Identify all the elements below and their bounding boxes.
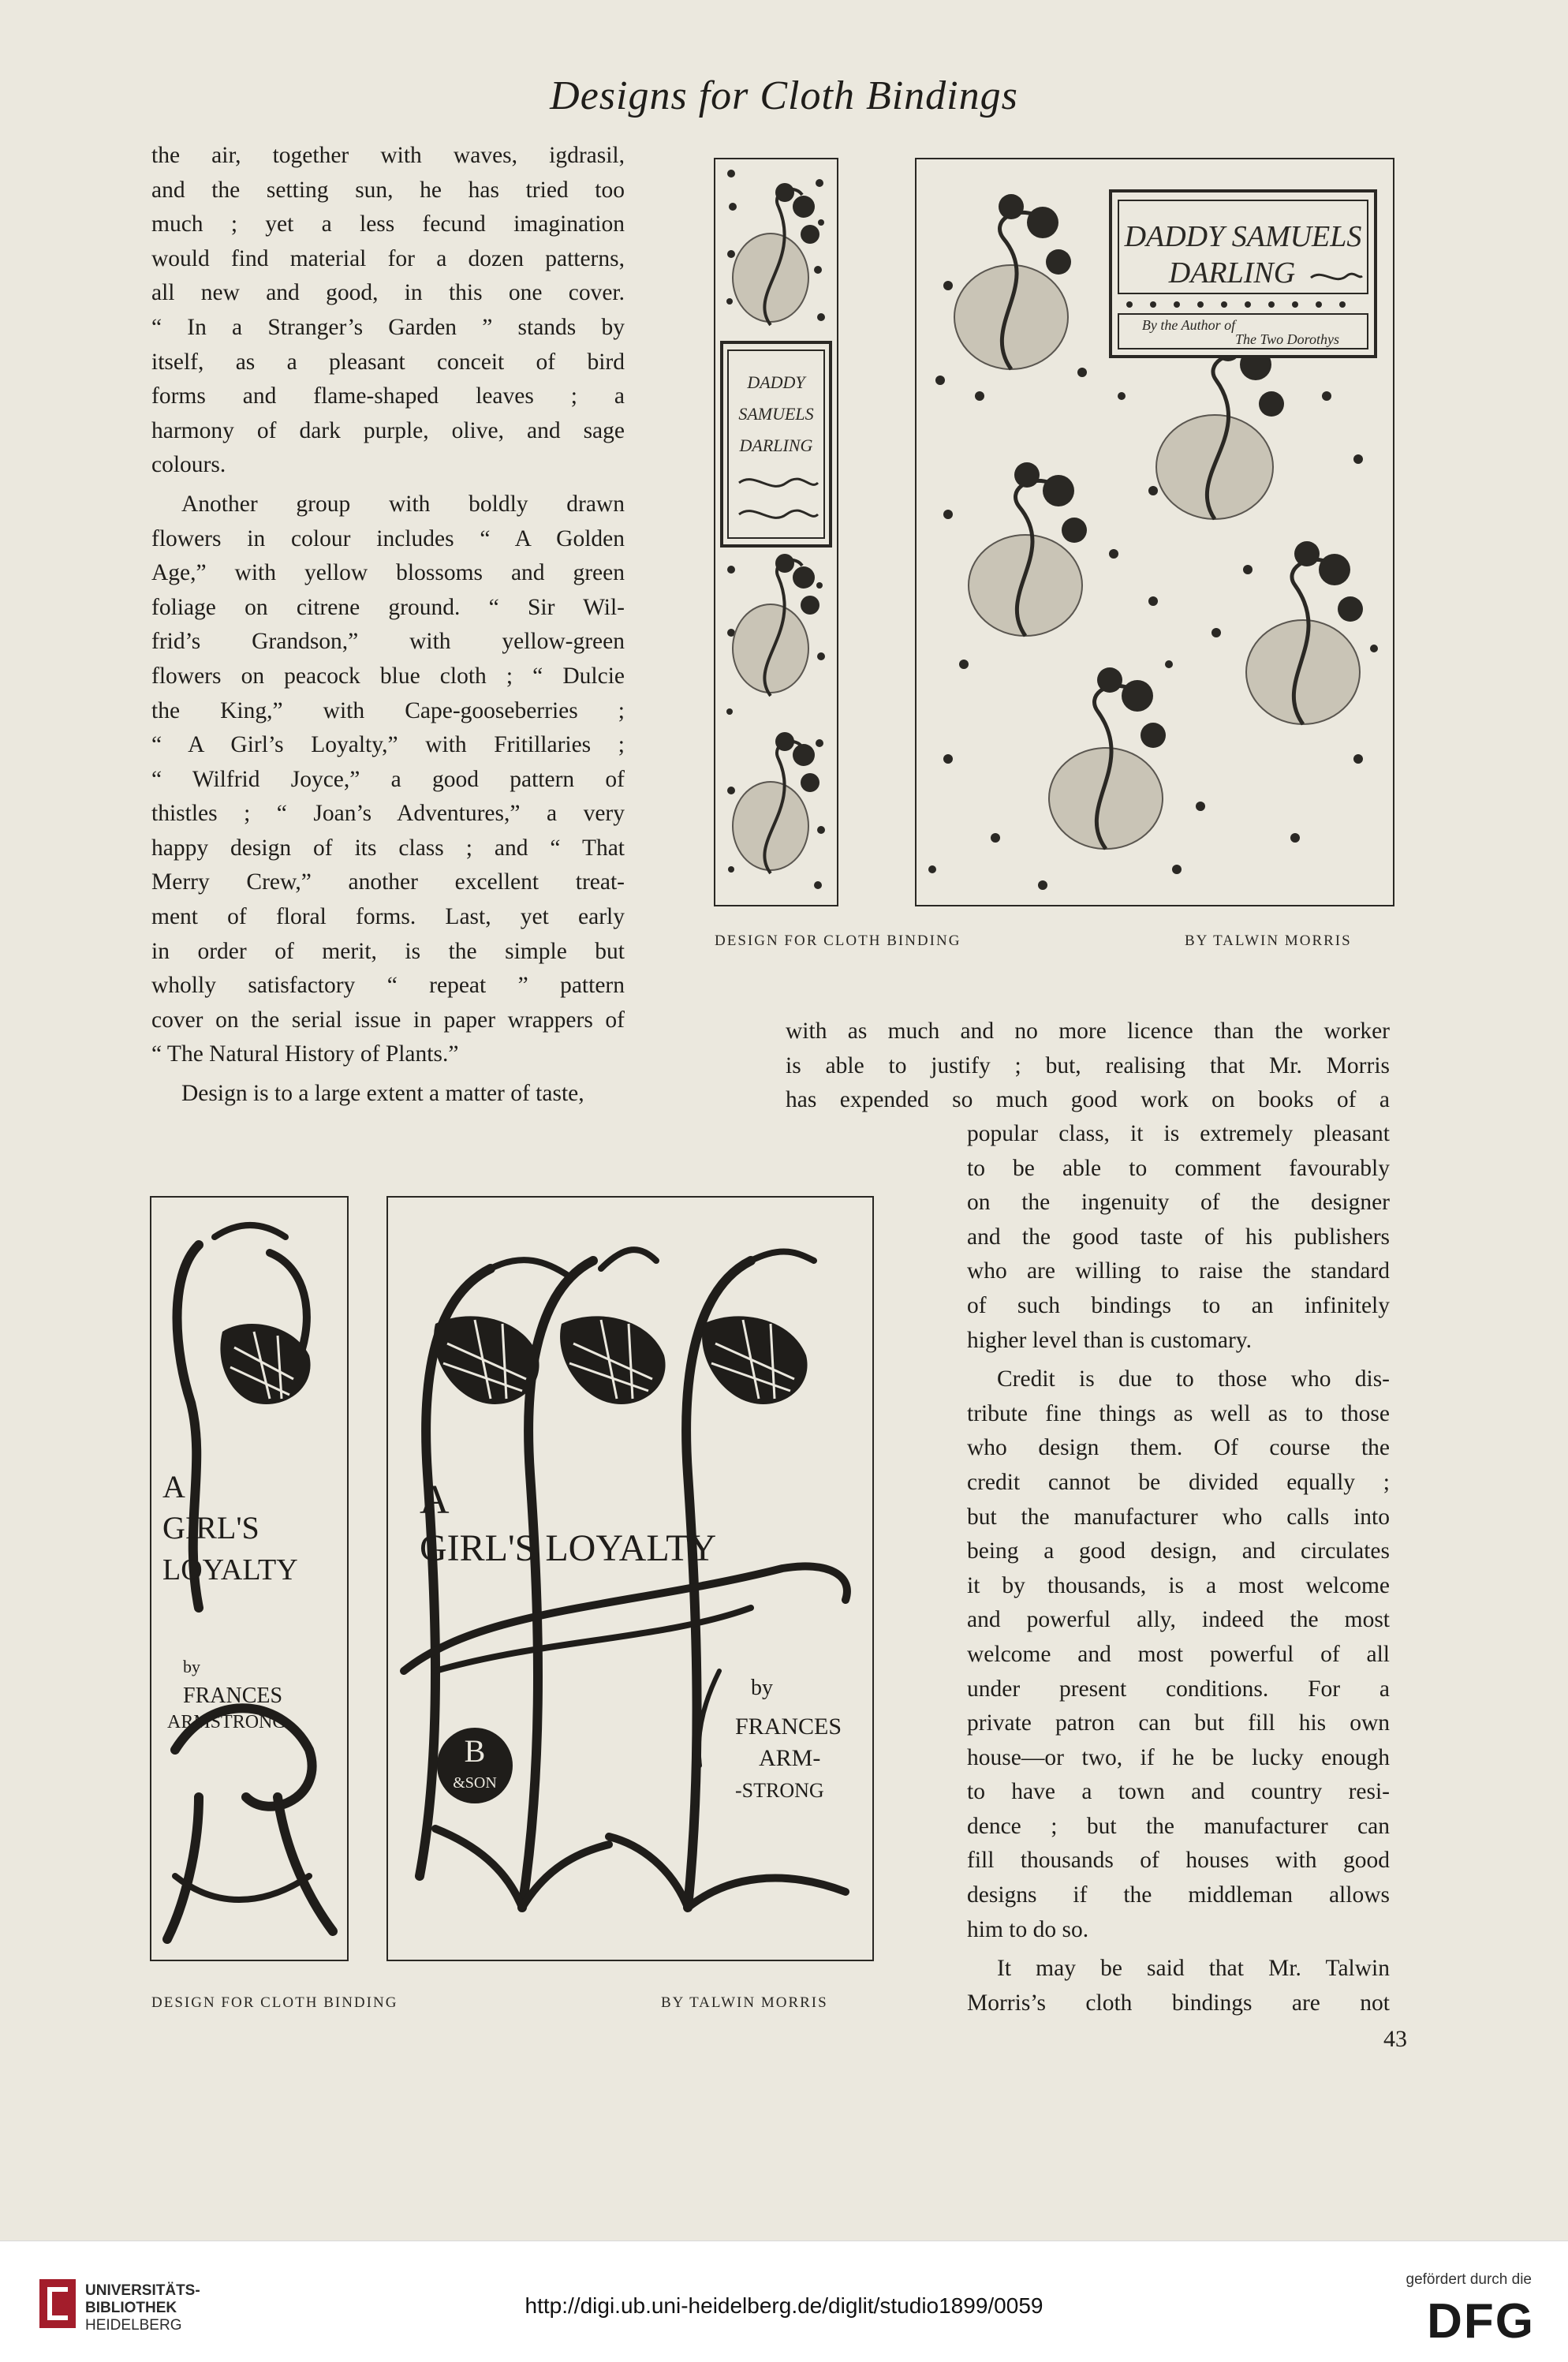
publisher-mark-line: B <box>464 1733 486 1769</box>
dfg-logo: DFG <box>1427 2294 1535 2349</box>
cover-title-line: A <box>420 1478 450 1523</box>
text-line: higher level than is customary. <box>967 1327 1253 1353</box>
text-line: it by thousands, is a most welcome <box>967 1572 1390 1598</box>
text-line: to be able to comment favourably <box>967 1155 1390 1181</box>
text-line: wholly satisfactory “ repeat ” pattern <box>151 973 625 999</box>
text-line: but the manufacturer who calls into <box>967 1504 1390 1530</box>
text-line: Merry Crew,” another excellent treat- <box>151 869 625 895</box>
text-line: him to do so. <box>967 1916 1089 1942</box>
text-line: who are willing to raise the standard <box>967 1258 1390 1284</box>
text-line: of such bindings to an infinitely <box>967 1292 1390 1318</box>
text-line: the King,” with Cape-gooseberries ; <box>151 697 625 723</box>
text-line: Another group with boldly drawn <box>181 491 625 517</box>
spine-title-line: DADDY <box>747 372 805 392</box>
text-line: “ Wilfrid Joyce,” a good pattern of <box>151 766 625 792</box>
figure-2-spine <box>150 1196 349 1961</box>
spine-byline-line: by <box>183 1657 200 1676</box>
text-line: happy design of its class ; and “ That <box>151 835 625 861</box>
text-line: Age,” with yellow blossoms and green <box>151 560 625 586</box>
figure-1-spine <box>714 158 838 906</box>
text-line: tribute fine things as well as to those <box>967 1400 1390 1426</box>
text-line: on the ingenuity of the designer <box>967 1190 1390 1216</box>
cover-byline-line: The Two Dorothys <box>1234 331 1340 347</box>
text-line: is able to justify ; but, realising that Mr. Morris <box>786 1052 1390 1078</box>
cover-byline-line: by <box>751 1676 773 1700</box>
text-line: private patron can but fill his own <box>967 1710 1390 1736</box>
text-line: all new and good, in this one cover. <box>151 280 625 306</box>
text-line: and the good taste of his publishers <box>967 1224 1390 1250</box>
funded-by-label: gefördert durch die <box>1406 2271 1532 2288</box>
spine-byline-line: FRANCES <box>183 1684 283 1708</box>
text-line: has expended so much good work on books of a <box>786 1087 1390 1113</box>
cover-title-line: GIRL'S LOYALTY <box>420 1527 717 1569</box>
figure-1-caption-left: DESIGN FOR CLOTH BINDING <box>715 932 961 949</box>
spine-title-line: GIRL'S <box>162 1510 259 1545</box>
text-line: to have a town and country resi- <box>967 1779 1390 1805</box>
text-line: the air, together with waves, igdrasil, <box>151 143 625 168</box>
text-line: and the setting sun, he has tried too <box>151 177 625 203</box>
figure-2-caption-right: BY TALWIN MORRIS <box>661 1994 828 2011</box>
text-line: colours. <box>151 452 226 478</box>
text-line: cover on the serial issue in paper wrappers of <box>151 1007 625 1033</box>
figure-2-caption-left: DESIGN FOR CLOTH BINDING <box>151 1994 398 2011</box>
cover-title-line: DARLING <box>1168 256 1296 290</box>
right-column-text <box>967 1117 1390 2020</box>
text-line: being a good design, and circulates <box>967 1538 1390 1564</box>
cover-title-line: DADDY SAMUELS <box>1124 220 1362 253</box>
spine-byline-line: ARMSTRONG <box>167 1712 286 1732</box>
text-line: ment of floral forms. Last, yet early <box>151 904 625 930</box>
text-line: popular class, it is extremely pleasant <box>967 1121 1390 1146</box>
text-line: Credit is due to those who dis- <box>997 1366 1390 1392</box>
right-column-top-text <box>786 1015 1390 1118</box>
text-line: “ The Natural History of Plants.” <box>151 1041 459 1067</box>
text-line: fill thousands of houses with good <box>967 1848 1390 1874</box>
text-line: frid’s Grandson,” with yellow-green <box>151 629 625 655</box>
text-line: foliage on citrene ground. “ Sir Wil- <box>151 594 625 620</box>
cover-byline-line: ARM- <box>759 1745 821 1771</box>
text-line: in order of merit, is the simple but <box>151 938 625 964</box>
text-line: under present conditions. For a <box>967 1676 1390 1702</box>
text-line: who design them. Of course the <box>967 1435 1390 1461</box>
library-name-line: BIBLIOTHEK <box>85 2300 177 2316</box>
text-line: Design is to a large extent a matter of taste, <box>181 1081 584 1107</box>
page-number: 43 <box>1383 2026 1407 2052</box>
text-line: thistles ; “ Joan’s Adventures,” a very <box>151 801 625 827</box>
cover-byline-line: FRANCES <box>735 1714 842 1740</box>
text-line: flowers in colour includes “ A Golden <box>151 525 625 551</box>
cover-byline-line: By the Author of <box>1141 317 1236 333</box>
text-line: harmony of dark purple, olive, and sage <box>151 417 625 443</box>
text-line: flowers on peacock blue cloth ; “ Dulcie <box>151 663 625 689</box>
figure-1-caption-right: BY TALWIN MORRIS <box>1185 932 1352 949</box>
digitization-footer <box>0 2241 1568 2362</box>
text-line: and powerful ally, indeed the most <box>967 1607 1390 1633</box>
text-line: dence ; but the manufacturer can <box>967 1813 1390 1839</box>
library-name-line: UNIVERSITÄTS- <box>85 2282 200 2299</box>
text-line: much ; yet a less fecund imagination <box>151 211 625 237</box>
figure-2-cover <box>386 1196 874 1961</box>
spine-title-line: SAMUELS <box>738 404 814 424</box>
text-line: with as much and no more licence than the worker <box>786 1018 1390 1044</box>
spine-title-line: DARLING <box>739 435 813 455</box>
text-line: designs if the middleman allows <box>967 1882 1390 1908</box>
text-line: “ A Girl’s Loyalty,” with Fritillaries ; <box>151 732 625 758</box>
text-line: forms and flame-shaped leaves ; a <box>151 383 625 409</box>
left-column-text <box>151 139 625 1112</box>
text-line: would find material for a dozen patterns, <box>151 245 625 271</box>
text-line: It may be said that Mr. Talwin <box>997 1956 1390 1982</box>
cover-byline-line: -STRONG <box>735 1779 824 1802</box>
text-line: house—or two, if he be lucky enough <box>967 1744 1390 1770</box>
text-line: “ In a Stranger’s Garden ” stands by <box>151 314 625 340</box>
figure-1-cover <box>915 158 1394 906</box>
library-name-line: HEIDELBERG <box>85 2317 182 2334</box>
publisher-mark-line: &SON <box>453 1774 497 1792</box>
spine-title-line: LOYALTY <box>162 1553 298 1587</box>
spine-title-line: A <box>162 1469 185 1504</box>
source-url-link[interactable]: http://digi.ub.uni-heidelberg.de/diglit/studio1899/0059 <box>525 2293 1043 2318</box>
text-line: welcome and most powerful of all <box>967 1641 1390 1667</box>
text-line: credit cannot be divided equally ; <box>967 1469 1390 1495</box>
running-head: Designs for Cloth Bindings <box>550 73 1018 118</box>
text-line: Morris’s cloth bindings are not <box>967 1990 1390 2016</box>
text-line: itself, as a pleasant conceit of bird <box>151 349 625 375</box>
